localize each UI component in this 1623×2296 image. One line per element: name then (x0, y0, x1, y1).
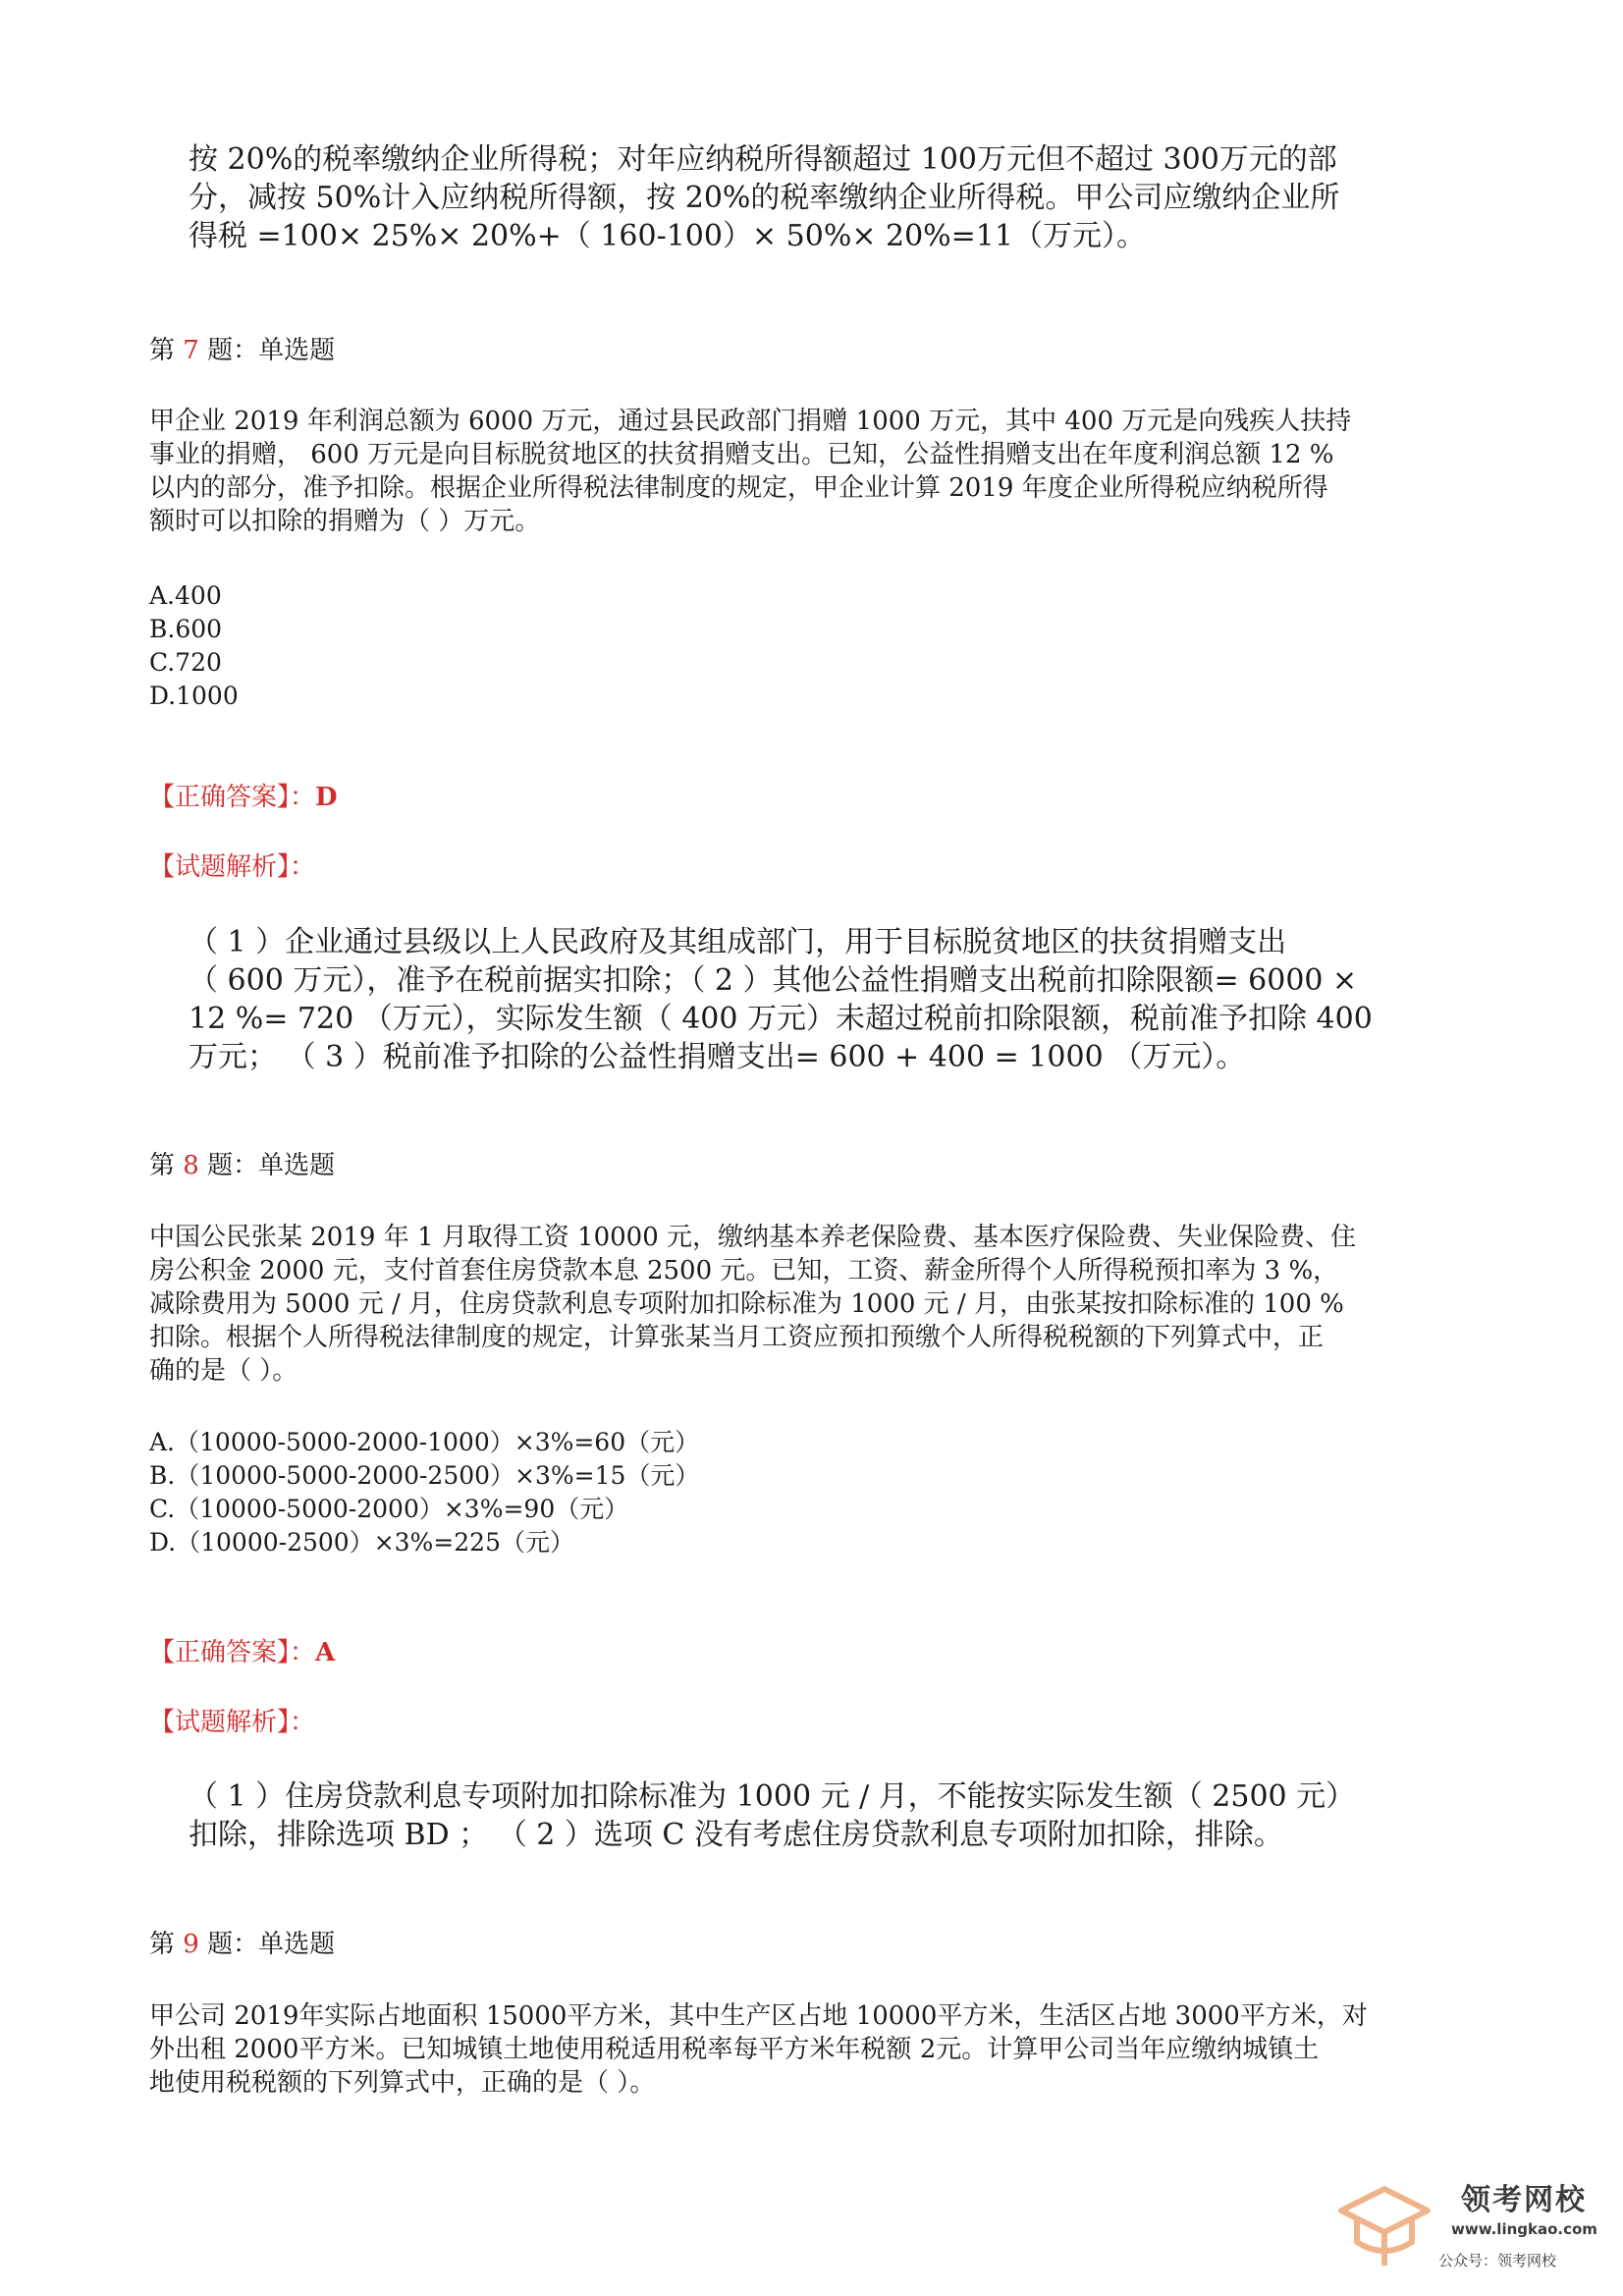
logo-title: 领考网校 (1461, 2183, 1587, 2217)
question-stem (149, 405, 1351, 538)
answer-line (149, 1636, 335, 1669)
text-line: 房公积金 2000 元，支付首套住房贷款本息 2500 元。已知，工资、薪金所得个人所得税预扣率为 3 %， (149, 1256, 1339, 1285)
analysis-text (189, 923, 1373, 1076)
intro-explanation (189, 140, 1339, 255)
text-line: （ 600 万元），准予在税前据实扣除；（ 2 ）其他公益性捐赠支出税前扣除限额= 6000 × (189, 963, 1358, 998)
text-line: 12 %= 720 （万元），实际发生额（ 400 万元）未超过税前扣除限额，税前准予扣除 400 (189, 1002, 1373, 1036)
answer-label: 【正确答案】： (149, 783, 316, 812)
analysis-label: 【试题解析】： (149, 852, 316, 882)
text-line: 额时可以扣除的捐赠为（ ）万元。 (149, 507, 541, 536)
option-item: D.（10000-2500）×3%=225（元） (149, 1528, 574, 1557)
text-line: 减除费用为 5000 元 / 月，住房贷款利息专项附加扣除标准为 1000 元 / 月，由张某按扣除标准的 100 % (149, 1289, 1344, 1319)
question-heading: 第 9 题：单选题 (149, 1930, 336, 1959)
question-heading: 第 8 题：单选题 (149, 1151, 336, 1180)
logo-url: www.lingkao.com (1451, 2220, 1597, 2238)
question-stem (149, 1221, 1356, 1388)
option-item: D.1000 (149, 682, 239, 710)
text-line: （ 1 ）住房贷款利息专项附加扣除标准为 1000 元 / 月，不能按实际发生额（ 2500 元） (189, 1779, 1356, 1814)
text-line: 外出租 2000平方米。已知城镇土地使用税适用税率每平方米年税额 2元。计算甲公司当年应缴纳城镇土 (149, 2035, 1320, 2064)
text-line: 事业的捐赠， 600 万元是向目标脱贫地区的扶贫捐赠支出。已知，公益性捐赠支出在年度利润总额 12 % (149, 440, 1334, 469)
text-line: 万元； （ 3 ）税前准予扣除的公益性捐赠支出= 600 + 400 = 1000 （万元）。 (189, 1040, 1246, 1074)
text-line: 扣除。根据个人所得税法律制度的规定，计算张某当月工资应预扣预缴个人所得税税额的下列算式中，正 (149, 1323, 1325, 1352)
question-number: 9 (183, 1930, 199, 1959)
option-item: A.（10000-5000-2000-1000）×3%=60（元） (149, 1428, 700, 1456)
option-item: B.（10000-5000-2000-2500）×3%=15（元） (149, 1461, 700, 1490)
question-number: 8 (183, 1151, 199, 1180)
analysis-text (189, 1777, 1355, 1854)
option-item: C.720 (149, 648, 222, 677)
answer-label: 【正确答案】： (149, 1638, 316, 1667)
text-line: 以内的部分，准予扣除。根据企业所得税法律制度的规定，甲企业计算 2019 年度企业所得税应纳税所得 (149, 473, 1328, 503)
text-line: 得税 =100× 25%× 20%+（ 160-100）× 50%× 20%=11（万元）。 (189, 219, 1146, 253)
text-line: （ 1 ）企业通过县级以上人民政府及其组成部门，用于目标脱贫地区的扶贫捐赠支出 (189, 925, 1287, 959)
text-line: 扣除，排除选项 BD ； （ 2 ）选项 C 没有考虑住房贷款利息专项附加扣除，排除。 (189, 1818, 1283, 1852)
text-line: 确的是（ ）。 (149, 1356, 298, 1386)
graduation-cap-icon (1335, 2175, 1434, 2273)
question-heading: 第 7 题：单选题 (149, 336, 336, 365)
text-line: 中国公民张某 2019 年 1 月取得工资 10000 元，缴纳基本养老保险费、基本医疗保险费、失业保险费、住 (149, 1223, 1357, 1252)
question-number: 7 (183, 336, 199, 365)
options-list (149, 579, 239, 713)
option-item: B.600 (149, 615, 223, 643)
option-item: A.400 (149, 581, 222, 610)
options-list (149, 1426, 699, 1559)
text-line: 地使用税税额的下列算式中，正确的是（ ）。 (149, 2068, 656, 2098)
analysis-label: 【试题解析】： (149, 1708, 316, 1737)
option-item: C.（10000-5000-2000）×3%=90（元） (149, 1495, 629, 1523)
text-line: 甲公司 2019年实际占地面积 15000平方米，其中生产区占地 10000平方米，生活区占地 3000平方米，对 (149, 2001, 1368, 2031)
text-line: 分，减按 50%计入应纳税所得额，按 20%的税率缴纳企业所得税。甲公司应缴纳企业所 (189, 181, 1340, 215)
answer-value: D (315, 783, 338, 812)
answer-line (149, 781, 338, 814)
site-logo (1335, 2175, 1597, 2283)
logo-wechat: 公众号：领考网校 (1438, 2252, 1557, 2269)
question-stem (149, 1999, 1368, 2100)
text-line: 按 20%的税率缴纳企业所得税；对年应纳税所得额超过 100万元但不超过 300万元的部 (189, 142, 1337, 177)
text-line: 甲企业 2019 年利润总额为 6000 万元，通过县民政部门捐赠 1000 万元，其中 400 万元是向残疾人扶持 (149, 407, 1352, 436)
answer-value: A (315, 1638, 336, 1667)
